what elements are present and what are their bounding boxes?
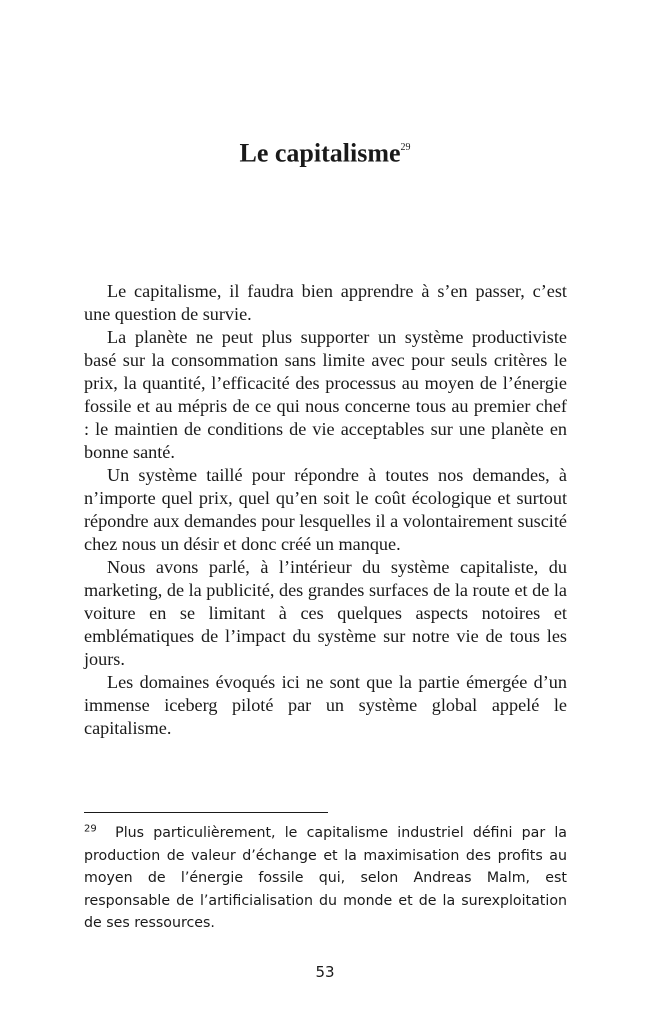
body-text bbox=[84, 280, 567, 740]
chapter-title-text: Le capitalisme bbox=[239, 138, 401, 168]
footnote-separator bbox=[84, 812, 328, 813]
paragraph: Un système taillé pour répondre à toutes nos demandes, à n’importe quel prix, quel qu’en soit le coût écologique et surtout répondre aux demandes pour lesquelles il a volontairement suscité chez nous un désir et donc créé un manque. bbox=[84, 465, 567, 554]
paragraph: Les domaines évoqués ici ne sont que la partie émergée d’un immense iceberg piloté par un système global appelé le capitalisme. bbox=[84, 672, 567, 738]
paragraph: La planète ne peut plus supporter un système productiviste basé sur la consommation sans limite avec pour seuls critères le prix, la quantité, l’efficacité des processus au moyen de l’énergie fossile et au mépris de ce qui nous concerne tous au premier chef : le maintien de conditions de vie acceptables sur une planète en bonne santé. bbox=[84, 327, 567, 462]
footnote bbox=[84, 822, 567, 935]
paragraph: Le capitalisme, il faudra bien apprendre à s’en passer, c’est une question de survie. bbox=[84, 281, 567, 324]
page-number: 53 bbox=[315, 963, 335, 981]
footnote-reference: 29 bbox=[400, 142, 411, 153]
footnote-number: 29 bbox=[84, 823, 97, 835]
footnote-text: Plus particulièrement, le capitalisme industriel défini par la production de valeur d’échange et la maximisation des profits au moyen de l’énergie fossile qui, selon Andreas Malm, est responsable de l’artificialisation du monde et de la surexploitation de ses ressources. bbox=[84, 825, 567, 931]
paragraph: Nous avons parlé, à l’intérieur du système capitaliste, du marketing, de la publicité, des grandes surfaces de la route et de la voiture en se limitant à ces quelques aspects notoires et emblématiques de l’impact du système sur notre vie de tous les jours. bbox=[84, 557, 567, 669]
chapter-title bbox=[0, 133, 650, 171]
